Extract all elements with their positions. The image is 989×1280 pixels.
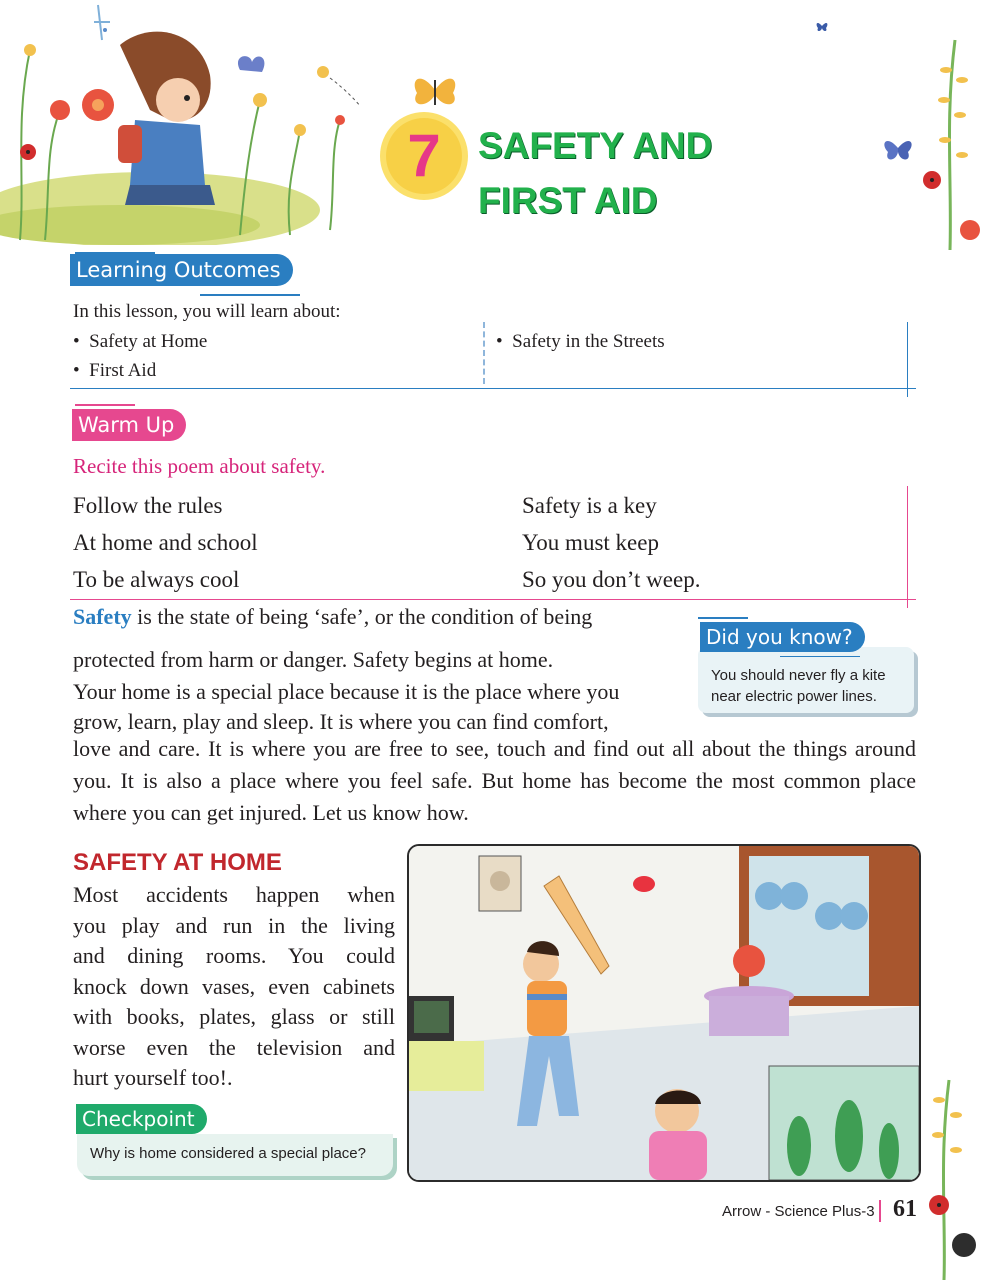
tag-accent-line-bottom (780, 656, 860, 657)
footer-divider (879, 1200, 881, 1222)
chapter-title-line1: SAFETY AND (478, 125, 713, 166)
poem-line: Follow the rules (73, 493, 223, 518)
did-you-know-text: You should never fly a kite near electric power lines. (711, 667, 886, 705)
butterfly-small-icon (815, 18, 829, 34)
poem-line: To be always cool (73, 567, 240, 592)
learning-outcomes-tag: Learning Outcomes (70, 254, 293, 286)
tag-accent-line (75, 404, 135, 406)
outcome-item: • Safety in the Streets (496, 331, 665, 352)
chapter-title-line2: FIRST AID (478, 180, 658, 221)
poem-left-column (73, 487, 258, 598)
scene-drawing (409, 846, 919, 1180)
intro-line-3: Your home is a special place because it is the place where you (73, 679, 620, 704)
chapter-number: 7 (407, 122, 441, 189)
page-number: 61 (893, 1196, 917, 1222)
intro-line-1: Safety is the state of being ‘safe’, or the condition of being (73, 604, 593, 629)
poem-line: You must keep (522, 530, 659, 555)
girl-meadow-illustration (0, 0, 360, 245)
flower-stems-right (910, 30, 989, 250)
poem-right-column (522, 487, 700, 598)
section-rule (70, 599, 916, 600)
column-divider (483, 322, 485, 384)
tag-accent-line-bottom (200, 294, 300, 296)
footer-book-title: Arrow - Science Plus-3 (722, 1203, 875, 1220)
section-heading: SAFETY AT HOME (73, 849, 282, 876)
poem-line: At home and school (73, 530, 258, 555)
did-you-know-tag: Did you know? (700, 622, 865, 652)
poem-line: Safety is a key (522, 493, 657, 518)
butterfly-icon (405, 65, 465, 115)
learning-outcomes-intro: In this lesson, you will learn about: (73, 301, 341, 322)
outcome-item: • First Aid (73, 360, 157, 381)
flower-corner-decoration (914, 1040, 989, 1280)
checkpoint-tag: Checkpoint (76, 1104, 207, 1134)
cricket-indoor-illustration (407, 844, 921, 1182)
chapter-title (478, 118, 778, 228)
warm-up-tag: Warm Up (72, 409, 186, 441)
intro-line-4: grow, learn, play and sleep. It is where you can find comfort, (73, 709, 609, 734)
section-rule (70, 388, 916, 389)
safety-at-home-paragraph: Most accidents happen when you play and run in the living and dining rooms. You could knock down vases, even cabinets with books, plates, glass or still worse even the television and hurt yourself too!. (73, 882, 395, 1090)
warm-up-instruction: Recite this poem about safety. (73, 454, 326, 478)
tag-accent-line (698, 617, 748, 619)
section-rule-vertical (907, 322, 908, 397)
poem-line: So you don’t weep. (522, 567, 701, 592)
intro-line-2: protected from harm or danger. Safety begins at home. (73, 647, 554, 672)
checkpoint-question: Why is home considered a special place? (90, 1145, 366, 1162)
section-rule-vertical (907, 486, 908, 608)
safety-keyword: Safety (73, 604, 132, 629)
intro-rest: love and care. It is where you are free to see, touch and find out all about the things around you. It is also a place where you feel safe. But home has become the most common place where you can get injured. Let us know how. (73, 736, 916, 825)
outcome-item: • Safety at Home (73, 331, 208, 352)
